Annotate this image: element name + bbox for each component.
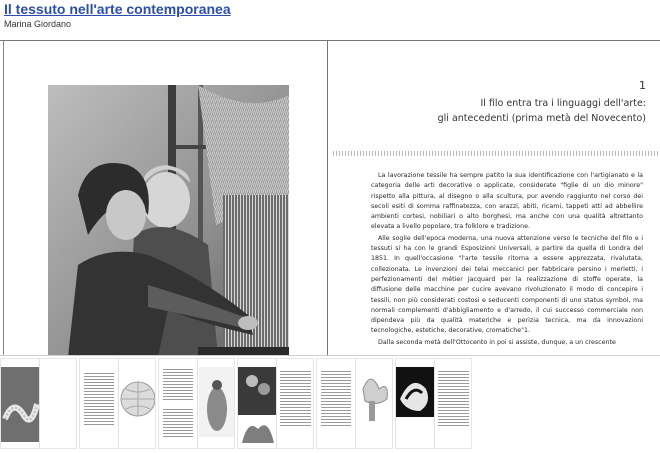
standing-figure-icon	[159, 359, 235, 449]
body-paragraph-3: Dalla seconda metà dell'Ottocento in poi si assiste, dunque, a un crescente	[378, 338, 616, 346]
sculpture-photo-icon	[317, 359, 393, 449]
chapter-title-line-2: gli antecedenti (prima metà del Novecento)	[437, 113, 646, 124]
chapter-title	[386, 96, 646, 126]
page-thumbnail-6[interactable]	[395, 358, 472, 449]
book-title-link[interactable]: Il tessuto nell'arte contemporanea	[4, 1, 231, 17]
chapter-title-line-1: Il filo entra tra i linguaggi dell'arte:	[480, 98, 646, 109]
weavers-photo-icon	[48, 85, 289, 356]
page-thumbnail-2[interactable]	[79, 358, 156, 449]
globe-sculpture-icon	[80, 359, 156, 449]
book-header	[4, 2, 654, 32]
book-spread-viewer[interactable]	[0, 40, 660, 356]
right-page	[331, 41, 660, 356]
book-author: Marina Giordano	[4, 19, 72, 29]
body-paragraph-2: Alle soglie dell'epoca moderna, una nuova attenzione verso le tecniche del filo e i tessuti si ha con le grandi Esposizioni Universali, a partire da quella di Londra del 1851. In quell'occasione "l'arte tessile ritorna a essere apprezzata, rivalutata, collezionata. Le invenzioni dei telai meccanici per fabbricare persino i merletti, i perfezionamenti del métier Jacquard per la realizzazione di stoffe operate, la diffusione delle macchine per cucire avevano rivoluzionato il modo di concepire i tessili, non più considerati costosi e seducenti componenti di uno status symbol, ma normali complementi d'abbigliamento e d'arredo, il cui successo commerciale non dipendeva più da qualità materiche e perizia tecnica, ma da innovazioni tecnologiche, estetiche, decorative, cromatiche"1.	[371, 234, 643, 335]
page-thumbnail-3[interactable]	[158, 358, 235, 449]
body-paragraph-1: La lavorazione tessile ha sempre patito la sua identificazione con l'artigianato e la categoria delle arti decorative o applicate, considerate "figlie di un dio minore" rispetto alla pittura, al disegno o alla scultura, pur avendo raggiunto nel corso dei secoli esiti di somma raffinatezza, con arazzi, abiti, ricami, tappeti atti ad abbellire ambienti cortesi, nobiliari o alto borghesi, ma anche con una qualità altrettanto elevata a livello popolare, tra folklore e tradizione.	[371, 172, 643, 231]
chapter-body-text	[371, 171, 643, 349]
left-page	[3, 41, 328, 356]
weavers-photograph	[48, 85, 289, 356]
page-thumbnail-5[interactable]	[316, 358, 393, 449]
page-thumbnail-strip	[0, 356, 660, 453]
page-thumbnail-4[interactable]	[237, 358, 314, 449]
chapter-number: 1	[639, 79, 646, 92]
page-thumbnail-1[interactable]	[0, 358, 77, 449]
decorative-dotted-rule	[333, 151, 660, 156]
